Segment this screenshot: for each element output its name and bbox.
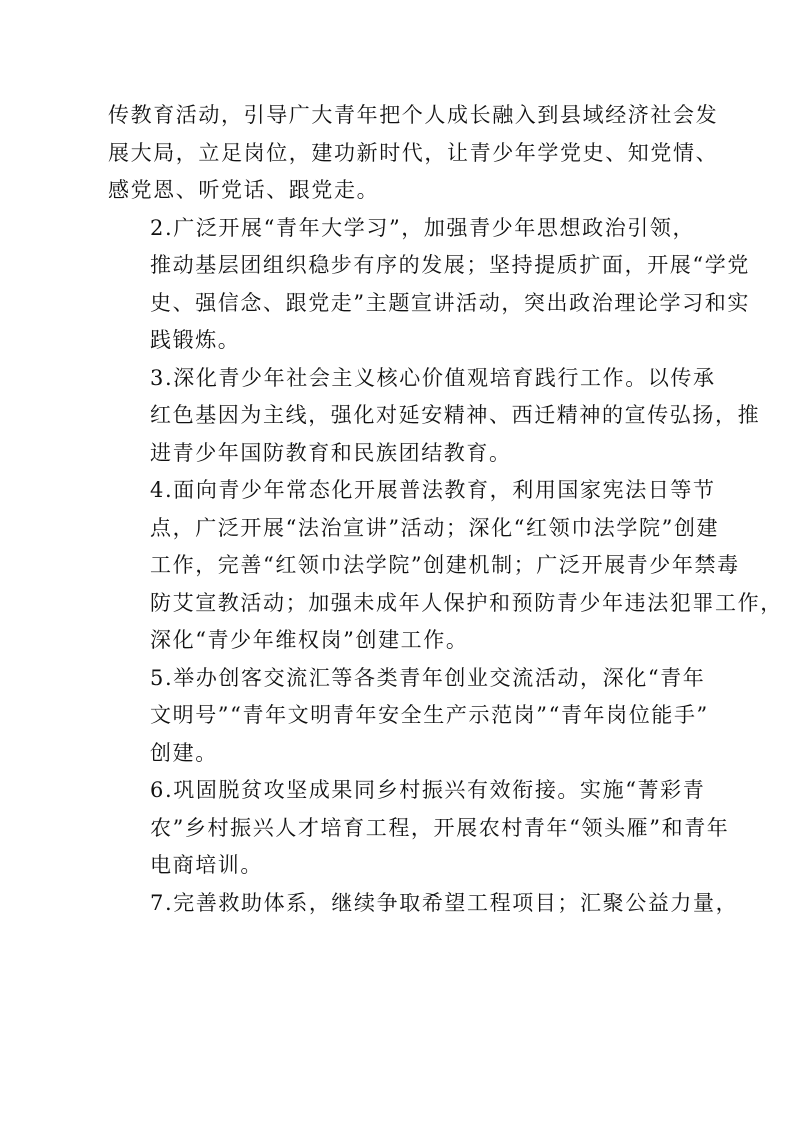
- text-line: 3.深化青少年社会主义核心价值观培育践行工作。以传承: [150, 365, 716, 390]
- text-line: 进青少年国防教育和民族团结教育。: [150, 440, 512, 465]
- text-line: 感党恩、听党话、跟党走。: [108, 178, 380, 202]
- text-line: 点，广泛开展“法治宣讲”活动；深化“红领巾法学院”创建: [150, 515, 720, 540]
- text-line: 展大局，立足岗位，建功新时代，让青少年学党史、知党情、: [108, 140, 719, 165]
- text-line: 传教育活动，引导广大青年把个人成长融入到县域经济社会发: [108, 103, 719, 127]
- paragraph-item-3: [108, 360, 761, 473]
- text-line: 推动基层团组织稳步有序的发展；坚持提质扩面，开展“学党: [150, 253, 750, 277]
- text-line: 红色基因为主线，强化对延安精神、西迁精神的宣传弘扬，推: [150, 403, 761, 427]
- text-line: 4.面向青少年常态化开展普法教育，利用国家宪法日等节: [150, 478, 716, 502]
- text-line: 创建。: [150, 740, 218, 765]
- paragraph-item-5: [108, 660, 709, 773]
- document-body: [108, 97, 783, 922]
- text-line: 践锻炼。: [150, 328, 241, 352]
- text-line: 农”乡村振兴人才培育工程，开展农村青年“领头雁”和青年: [150, 815, 730, 840]
- text-line: 防艾宣教活动；加强未成年人保护和预防青少年违法犯罪工作，: [150, 590, 783, 615]
- text-line: 7.完善救助体系，继续争取希望工程项目；汇聚公益力量，: [150, 890, 739, 915]
- paragraph-item-2: [108, 210, 750, 360]
- paragraph-item-4: [108, 472, 783, 660]
- text-line: 工作，完善“红领巾法学院”创建机制；广泛开展青少年禁毒: [150, 553, 740, 577]
- text-line: 2.广泛开展“青年大学习”，加强青少年思想政治引领，: [150, 215, 696, 240]
- text-line: 史、强信念、跟党走”主题宣讲活动，突出政治理论学习和实: [150, 290, 750, 315]
- text-line: 6.巩固脱贫攻坚成果同乡村振兴有效衔接。实施“菁彩青: [150, 778, 706, 802]
- paragraph-item-7: [108, 885, 739, 923]
- text-line: 电商培训。: [150, 853, 263, 877]
- text-line: 文明号”“青年文明青年安全生产示范岗”“青年岗位能手”: [150, 703, 709, 727]
- paragraph-intro-continuation: [108, 97, 719, 210]
- text-line: 5.举办创客交流汇等各类青年创业交流活动，深化“青年: [150, 665, 706, 690]
- paragraph-item-6: [108, 772, 730, 885]
- text-line: 深化“青少年维权岗”创建工作。: [150, 628, 469, 652]
